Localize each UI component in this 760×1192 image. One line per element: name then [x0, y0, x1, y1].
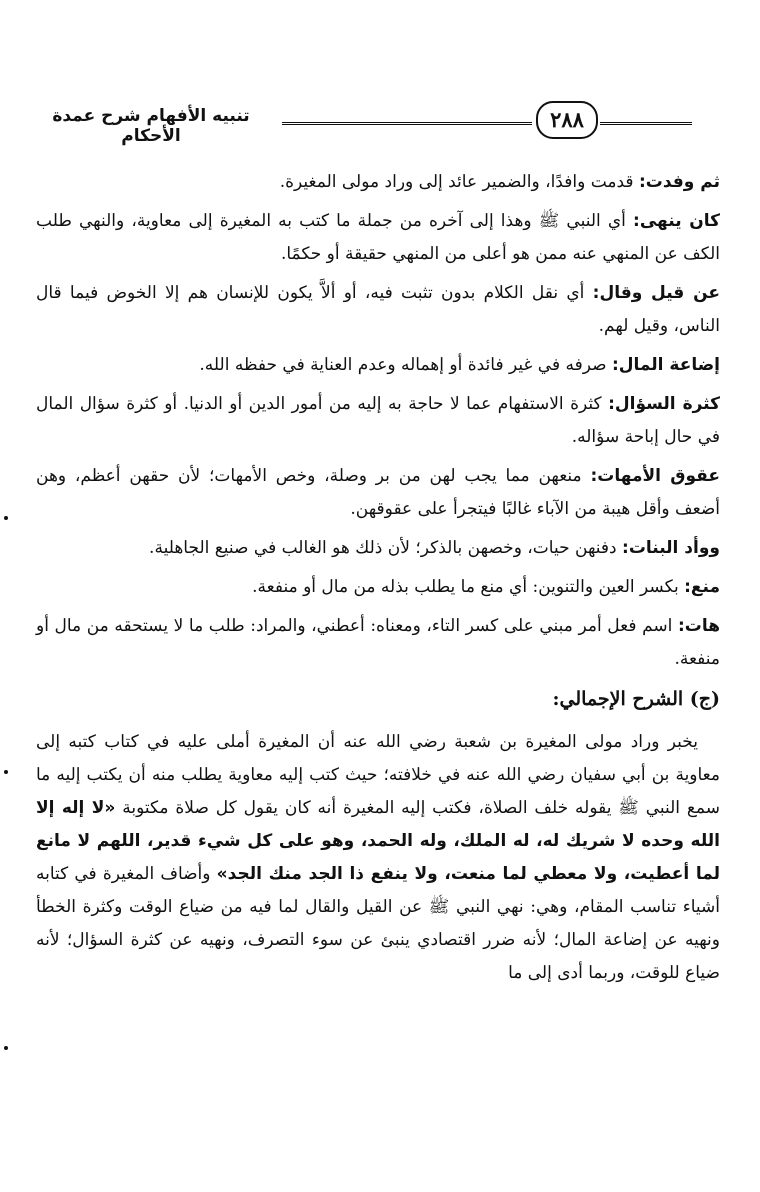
glossary-definition: كثرة الاستفهام عما لا حاجة به إليه من أمور الدين أو الدنيا. أو كثرة سؤال المال في حال إباحة سؤاله.	[36, 394, 720, 447]
hadith-quote: «لا إله إلا الله وحده لا شريك له، له الملك، وله الحمد، وهو على كل شيء قدير، اللهم لا مانع لما أعطيت، ولا معطي لما منعت، ولا ينفع ذا الجد منك الجد»	[36, 798, 721, 884]
glossary-definition: صرفه في غير فائدة أو إهماله وعدم العناية في حفظه الله.	[199, 355, 607, 375]
glossary-definition: منعهن مما يجب لهن من بر وصلة، وخص الأمهات؛ لأن حقهن أعظم، وهن أضعف وأقل هيبة من الآباء غالبًا فيتجرأ على عقوقهن.	[36, 466, 720, 519]
page-body	[36, 166, 720, 996]
running-head-title: تنبيه الأفهام شرح عمدة الأحكام	[52, 106, 250, 146]
glossary-definition: أي نقل الكلام بدون تثبت فيه، أو ألاَّ يكون للإنسان هم إلا الخوض فيما قال الناس، وقيل لهم.	[36, 283, 720, 336]
page-header	[0, 96, 760, 144]
glossary-definition: اسم فعل أمر مبني على كسر التاء، ومعناه: أعطني، والمراد: طلب ما لا يستحقه من مال أو منفعة.	[36, 616, 720, 669]
glossary-entry	[36, 571, 720, 604]
glossary-entry	[36, 277, 720, 343]
glossary-definition: أي النبي ﷺ وهذا إلى آخره من جملة ما كتب به المغيرة إلى معاوية، والنهي طلب الكف عن المنهي عنه ممن هو أعلى من المنهي حقيقة أو حكمًا.	[36, 211, 720, 264]
section-title: (ج) الشرح الإجمالي:	[552, 688, 720, 710]
glossary-entry	[36, 460, 720, 526]
explanation-paragraph	[36, 726, 720, 990]
scan-mark	[4, 1046, 8, 1050]
glossary-term: هات:	[677, 616, 721, 636]
scan-mark	[4, 516, 8, 520]
glossary-term: عن قيل وقال:	[592, 283, 721, 303]
glossary-definition: دفنهن حيات، وخصهن بالذكر؛ لأن ذلك هو الغالب في صنيع الجاهلية.	[149, 538, 617, 558]
glossary-entry	[36, 532, 720, 565]
header-rule-left	[282, 122, 532, 125]
glossary-entry	[36, 388, 720, 454]
glossary-term: إضاعة المال:	[611, 355, 720, 375]
page-number-badge: ٢٨٨	[536, 101, 598, 139]
glossary-term: ثم وفدت:	[638, 172, 720, 192]
explanation-text: يخبر وراد مولى المغيرة بن شعبة رضي الله عنه أن المغيرة أملى عليه في كتاب كتبه إلى معاوية بن أبي سفيان رضي الله عنه في خلافته؛ حيث كتب إليه معاوية يطلب منه أن يكتب إليه ما سمع النبي ﷺ يقوله خلف الصلاة، فكتب إليه المغيرة أنه كان يقول كل صلاة مكتوبة	[36, 732, 721, 818]
glossary-term: ووأد البنات:	[622, 538, 720, 558]
glossary-term: كثرة السؤال:	[608, 394, 720, 414]
glossary-term: عقوق الأمهات:	[590, 466, 720, 486]
explanation-text-continued: وأضاف المغيرة في كتابه أشياء تناسب المقام، وهي: نهي النبي ﷺ عن القيل والقال لما فيه من ضياع الوقت وكثرة الخطأ ونهيه عن إضاعة المال؛ لأنه ضرر اقتصادي ينبئ عن سوء التصرف، ونهيه عن كثرة السؤال؛ لأنه ضياع للوقت، وربما أدى إلى ما	[36, 864, 720, 983]
glossary-entry	[36, 349, 720, 382]
glossary-term: كان ينهى:	[633, 211, 720, 231]
glossary-entry	[36, 205, 720, 271]
glossary-entry	[36, 610, 720, 676]
header-rule-right	[600, 122, 692, 125]
glossary-definition: بكسر العين والتنوين: أي منع ما يطلب بذله من مال أو منفعة.	[252, 577, 679, 597]
glossary-definition: قدمت وافدًا، والضمير عائد إلى وراد مولى المغيرة.	[279, 172, 634, 192]
glossary-entry	[36, 166, 720, 199]
glossary-term: منع:	[684, 577, 720, 597]
section-heading	[36, 682, 720, 716]
scan-mark	[4, 770, 8, 774]
